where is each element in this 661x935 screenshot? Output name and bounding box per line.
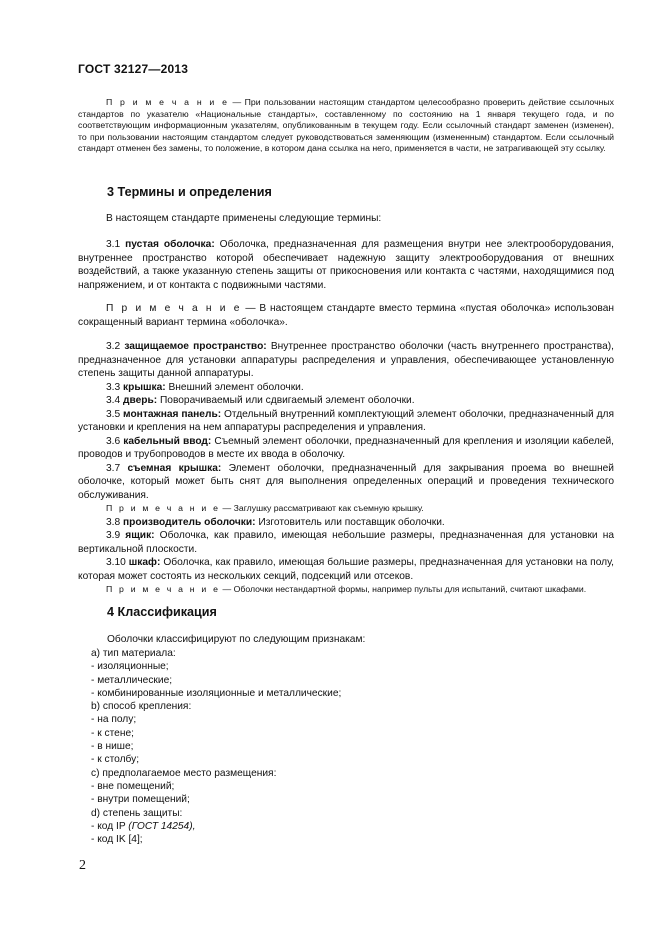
term-name: ящик: <box>125 530 155 541</box>
term-number: 3.4 <box>106 395 123 406</box>
term-3-1-note <box>78 302 614 329</box>
list-item: d) степень защиты: <box>91 807 183 819</box>
term-number: 3.1 <box>106 239 126 250</box>
term-definition: Съемный элемент оболочки, предназначенный для крепления и изоляции кабелей, проводов и трубопроводов в месте их ввода в оболочку. <box>78 435 614 460</box>
note-label: П р и м е ч а н и е <box>106 303 242 314</box>
term-name: кабельный ввод: <box>123 435 212 447</box>
term-name: крышка: <box>123 381 166 393</box>
term-name: защищаемое пространство: <box>124 341 267 352</box>
section-3-intro <box>78 212 614 226</box>
note-text: — В настоящем стандарте вместо термина «пустая оболочка» использован сокращенный вариант термина «оболочка». <box>78 303 614 328</box>
list-item: - вне помещений; <box>91 780 175 792</box>
term-name: пустая оболочка: <box>125 239 215 250</box>
intro-text: В настоящем стандарте применены следующие термины: <box>106 213 382 224</box>
term-definition: Отдельный внутренний комплектующий элемент оболочки, предназначенный для установки и крепления на нем аппаратуры распределения и управления. <box>78 408 614 433</box>
term-definition: Поворачиваемый или сдвигаемый элемент оболочки. <box>157 395 415 406</box>
section-3-title: 3 Термины и определения <box>107 185 272 199</box>
note-text: — При пользовании настоящим стандартом целесообразно проверить действие ссылочных стандартов по указателю «Национальные стандарты», составленному по состоянию на 1 января текущего года, и по соответствующим информационным указателям, опубликованным в текущем году. Если ссылочный стандарт заменен (изменен), то при пользовании настоящим стандартом следует руководствоваться заменяющим (измененным) стандартом. Если ссылочный стандарт отменен без замены, то положение, в котором дана ссылка на него, применяется в части, не затрагивающей эту ссылку. <box>78 97 614 154</box>
list-item: b) способ крепления: <box>91 701 192 713</box>
term-number: 3.7 <box>106 462 128 474</box>
term-definition: Изготовитель или поставщик оболочки. <box>255 516 445 528</box>
list-item: - к стене; <box>91 727 134 739</box>
term-name: монтажная панель: <box>123 408 222 420</box>
term-number: 3.5 <box>106 408 124 420</box>
term-number: 3.3 <box>106 381 123 393</box>
list-item: - изоляционные; <box>91 661 169 673</box>
list-item: - металлические; <box>91 674 173 686</box>
section-4-intro: Оболочки классифицируют по следующим признакам: <box>107 634 366 645</box>
ip-standard-ref: (ГОСТ 14254), <box>128 820 196 832</box>
term-definition: Внутреннее пространство оболочки (часть внутреннего пространства), предназначенное для установки аппаратуры распределения и управления, обеспечивающее установленную степень защиты данной аппаратуры. <box>78 341 614 379</box>
list-item-ik: - код IK [4]; <box>91 834 143 846</box>
list-item: a) тип материала: <box>91 648 176 659</box>
classification-list <box>91 647 611 846</box>
list-item: - комбинированные изоляционные и металлические; <box>91 687 342 699</box>
term-3-1 <box>78 238 614 292</box>
list-item: - на полу; <box>91 714 137 726</box>
note-label: П р и м е ч а н и е <box>106 584 221 594</box>
term-definition: Оболочка, как правило, имеющая большие размеры, предназначенная для установки на полу, которая может состоять из нескольких секций, подсекций или отсеков. <box>78 557 614 582</box>
note-text: — Оболочки нестандартной формы, например пульты для испытаний, считают шкафами. <box>220 584 587 594</box>
note-text: — Заглушку рассматривают как съемную крышку. <box>220 503 424 513</box>
list-item-ip <box>91 820 611 833</box>
term-number: 3.9 <box>106 530 126 541</box>
term-name: съемная крышка: <box>127 462 222 474</box>
term-definition: Элемент оболочки, предназначенный для закрывания проема во внешней оболочке, который может быть снят для выполнения определенных операций и проведения технического обслуживания. <box>78 462 614 501</box>
list-item: - внутри помещений; <box>91 794 190 806</box>
terms-3-2-to-3-10 <box>78 340 614 595</box>
reference-note <box>78 97 614 155</box>
page-number: 2 <box>79 858 86 873</box>
term-name: дверь: <box>123 395 158 406</box>
list-item: - в нише; <box>91 741 134 753</box>
section-4-title: 4 Классификация <box>107 605 217 619</box>
term-number: 3.8 <box>106 516 123 528</box>
term-definition: Внешний элемент оболочки. <box>165 381 304 393</box>
term-name: производитель оболочки: <box>123 516 256 528</box>
term-number: 3.6 <box>106 435 124 447</box>
term-number: 3.2 <box>106 341 125 352</box>
note-label: П р и м е ч а н и е <box>106 503 221 513</box>
term-number: 3.10 <box>106 557 129 568</box>
note-label: П р и м е ч а н и е <box>106 97 230 107</box>
term-definition: Оболочка, предназначенная для размещения внутри нее электрооборудования, внутреннее пространство которой обеспечивает надежную защиту электрооборудования от внешних воздействий, а также указанную степень защиты от прикосновения или контакта с частями, находящимися под напряжением, и от контакта с подвижными частями. <box>78 239 614 291</box>
doc-code-header: ГОСТ 32127—2013 <box>78 62 189 76</box>
list-item: c) предполагаемое место размещения: <box>91 767 277 779</box>
list-item: - к столбу; <box>91 754 140 766</box>
term-definition: Оболочка, как правило, имеющая небольшие размеры, предназначенная для установки на вертикальной плоскости. <box>78 530 614 555</box>
term-name: шкаф: <box>128 557 161 568</box>
ip-code-text: - код IP <box>91 820 129 832</box>
